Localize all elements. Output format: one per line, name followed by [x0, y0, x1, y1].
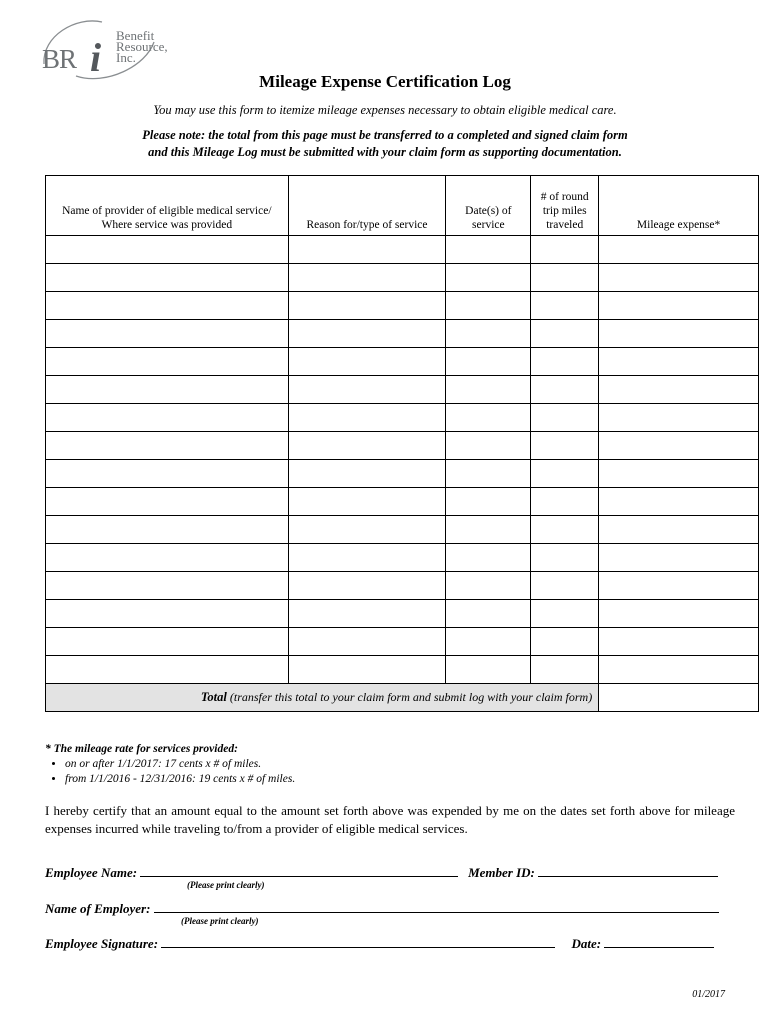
expense-cell[interactable] [599, 320, 759, 348]
miles-cell[interactable] [531, 292, 599, 320]
reason-cell[interactable] [288, 292, 446, 320]
dates-cell[interactable] [446, 600, 531, 628]
table-row [46, 600, 759, 628]
expense-cell[interactable] [599, 488, 759, 516]
logo-name-line: Inc. [116, 50, 136, 65]
expense-cell[interactable] [599, 628, 759, 656]
miles-cell[interactable] [531, 572, 599, 600]
reason-cell[interactable] [288, 488, 446, 516]
total-row [46, 684, 759, 712]
reason-cell[interactable] [288, 432, 446, 460]
print-hint: (Please print clearly) [187, 880, 265, 890]
miles-cell[interactable] [531, 264, 599, 292]
miles-cell[interactable] [531, 516, 599, 544]
employer-row [45, 900, 719, 917]
dates-cell[interactable] [446, 432, 531, 460]
miles-cell[interactable] [531, 320, 599, 348]
expense-cell[interactable] [599, 460, 759, 488]
provider-cell[interactable] [46, 544, 289, 572]
table-row [46, 628, 759, 656]
employee-name-label: Employee Name: [45, 865, 138, 880]
expense-cell[interactable] [599, 236, 759, 264]
miles-cell[interactable] [531, 600, 599, 628]
mileage-log-table [45, 175, 759, 712]
header-dates-line: Date(s) of [465, 205, 512, 217]
date-label: Date: [571, 936, 602, 951]
reason-cell[interactable] [288, 320, 446, 348]
logo-name-line: Resource, [116, 39, 168, 54]
form-version: 01/2017 [692, 989, 725, 1000]
table-row [46, 376, 759, 404]
header-expense [599, 176, 759, 236]
header-dates [446, 176, 531, 236]
reason-cell[interactable] [288, 348, 446, 376]
miles-cell[interactable] [531, 404, 599, 432]
miles-cell[interactable] [531, 348, 599, 376]
dates-cell[interactable] [446, 656, 531, 684]
header-miles [531, 176, 599, 236]
header-reason-label: Reason for/type of service [306, 219, 428, 231]
provider-cell[interactable] [46, 404, 289, 432]
note-text [0, 127, 770, 161]
member-id-field[interactable] [538, 864, 718, 877]
dates-cell[interactable] [446, 544, 531, 572]
header-miles-line: # of round [540, 191, 589, 203]
intro-text: You may use this form to itemize mileage expenses necessary to obtain eligible medical care. [153, 103, 617, 117]
logo-name-line: Benefit [116, 28, 155, 43]
provider-cell[interactable] [46, 264, 289, 292]
logo-initials: BR [42, 44, 77, 74]
employer-field[interactable] [154, 900, 719, 913]
provider-cell[interactable] [46, 600, 289, 628]
table-row [46, 544, 759, 572]
logo-i: i [90, 35, 102, 80]
header-reason [288, 176, 446, 236]
dates-cell[interactable] [446, 236, 531, 264]
certification-statement: I hereby certify that an amount equal to the amount set forth above was expended by me on the dates set forth above for mileage expenses incurred while traveling to/from a provider of eligible medical services. [45, 803, 735, 836]
mileage-rate-notes [45, 742, 295, 787]
provider-cell[interactable] [46, 488, 289, 516]
dates-cell[interactable] [446, 264, 531, 292]
table-row [46, 348, 759, 376]
reason-cell[interactable] [288, 236, 446, 264]
total-instruction: (transfer this total to your claim form and submit log with your claim form) [229, 690, 593, 704]
member-id-label: Member ID: [468, 865, 535, 880]
expense-cell[interactable] [599, 348, 759, 376]
header-expense-label: Mileage expense* [636, 219, 721, 231]
reason-cell[interactable] [288, 544, 446, 572]
reason-cell[interactable] [288, 376, 446, 404]
table-row [46, 656, 759, 684]
total-label: Total [200, 690, 227, 704]
expense-cell[interactable] [599, 264, 759, 292]
expense-cell[interactable] [599, 516, 759, 544]
expense-cell[interactable] [599, 404, 759, 432]
header-miles-line: traveled [546, 219, 584, 231]
table-header-row [46, 176, 759, 236]
rate-heading: * The mileage rate for services provided: [45, 743, 238, 755]
form-title: Mileage Expense Certification Log [259, 72, 511, 91]
employee-name-row [45, 864, 718, 881]
dates-cell[interactable] [446, 488, 531, 516]
miles-cell[interactable] [531, 656, 599, 684]
total-expense-cell[interactable] [599, 684, 759, 712]
rate-item: • from 1/1/2016 - 12/31/2016: 19 cents x # of miles. [65, 772, 295, 787]
dates-cell[interactable] [446, 572, 531, 600]
rate-list [45, 757, 295, 787]
dates-cell[interactable] [446, 292, 531, 320]
provider-cell[interactable] [46, 376, 289, 404]
provider-cell[interactable] [46, 460, 289, 488]
miles-cell[interactable] [531, 544, 599, 572]
reason-cell[interactable] [288, 264, 446, 292]
date-field[interactable] [604, 935, 714, 948]
table-row [46, 572, 759, 600]
dates-cell[interactable] [446, 320, 531, 348]
header-provider-line: Name of provider of eligible medical service/ [62, 205, 272, 217]
log-body [46, 236, 759, 684]
rate-item: • on or after 1/1/2017: 17 cents x # of miles. [65, 757, 295, 772]
table-row [46, 460, 759, 488]
header-dates-line: service [472, 219, 505, 231]
expense-cell[interactable] [599, 656, 759, 684]
dates-cell[interactable] [446, 404, 531, 432]
provider-cell[interactable] [46, 432, 289, 460]
employer-label: Name of Employer: [45, 901, 151, 916]
dates-cell[interactable] [446, 348, 531, 376]
dates-cell[interactable] [446, 628, 531, 656]
total-label-cell [46, 684, 599, 712]
provider-cell[interactable] [46, 628, 289, 656]
logo-company-name [116, 30, 168, 63]
signature-label: Employee Signature: [45, 936, 159, 951]
provider-cell[interactable] [46, 656, 289, 684]
reason-cell[interactable] [288, 656, 446, 684]
provider-cell[interactable] [46, 320, 289, 348]
miles-cell[interactable] [531, 432, 599, 460]
table-row [46, 516, 759, 544]
note-line: and this Mileage Log must be submitted with your claim form as supporting documentation. [148, 145, 622, 159]
miles-cell[interactable] [531, 488, 599, 516]
header-provider-line: Where service was provided [101, 219, 233, 231]
provider-cell[interactable] [46, 572, 289, 600]
print-hint: (Please print clearly) [181, 916, 259, 926]
table-row [46, 264, 759, 292]
table-row [46, 236, 759, 264]
expense-cell[interactable] [599, 544, 759, 572]
reason-cell[interactable] [288, 572, 446, 600]
miles-cell[interactable] [531, 460, 599, 488]
table-row [46, 432, 759, 460]
reason-cell[interactable] [288, 600, 446, 628]
dates-cell[interactable] [446, 516, 531, 544]
signature-row [45, 935, 714, 952]
miles-cell[interactable] [531, 236, 599, 264]
expense-cell[interactable] [599, 432, 759, 460]
reason-cell[interactable] [288, 628, 446, 656]
dates-cell[interactable] [446, 460, 531, 488]
miles-cell[interactable] [531, 628, 599, 656]
provider-cell[interactable] [46, 292, 289, 320]
note-line: Please note: the total from this page must be transferred to a completed and signed claim form [142, 128, 628, 142]
header-provider [46, 176, 289, 236]
expense-cell[interactable] [599, 572, 759, 600]
table-row [46, 488, 759, 516]
expense-cell[interactable] [599, 376, 759, 404]
employee-name-field[interactable] [140, 864, 458, 877]
expense-cell[interactable] [599, 600, 759, 628]
miles-cell[interactable] [531, 376, 599, 404]
reason-cell[interactable] [288, 404, 446, 432]
provider-cell[interactable] [46, 516, 289, 544]
reason-cell[interactable] [288, 516, 446, 544]
reason-cell[interactable] [288, 460, 446, 488]
header-miles-line: trip miles [542, 205, 587, 217]
signature-field[interactable] [161, 935, 555, 948]
table-row [46, 292, 759, 320]
expense-cell[interactable] [599, 292, 759, 320]
provider-cell[interactable] [46, 348, 289, 376]
table-row [46, 320, 759, 348]
dates-cell[interactable] [446, 376, 531, 404]
provider-cell[interactable] [46, 236, 289, 264]
table-row [46, 404, 759, 432]
